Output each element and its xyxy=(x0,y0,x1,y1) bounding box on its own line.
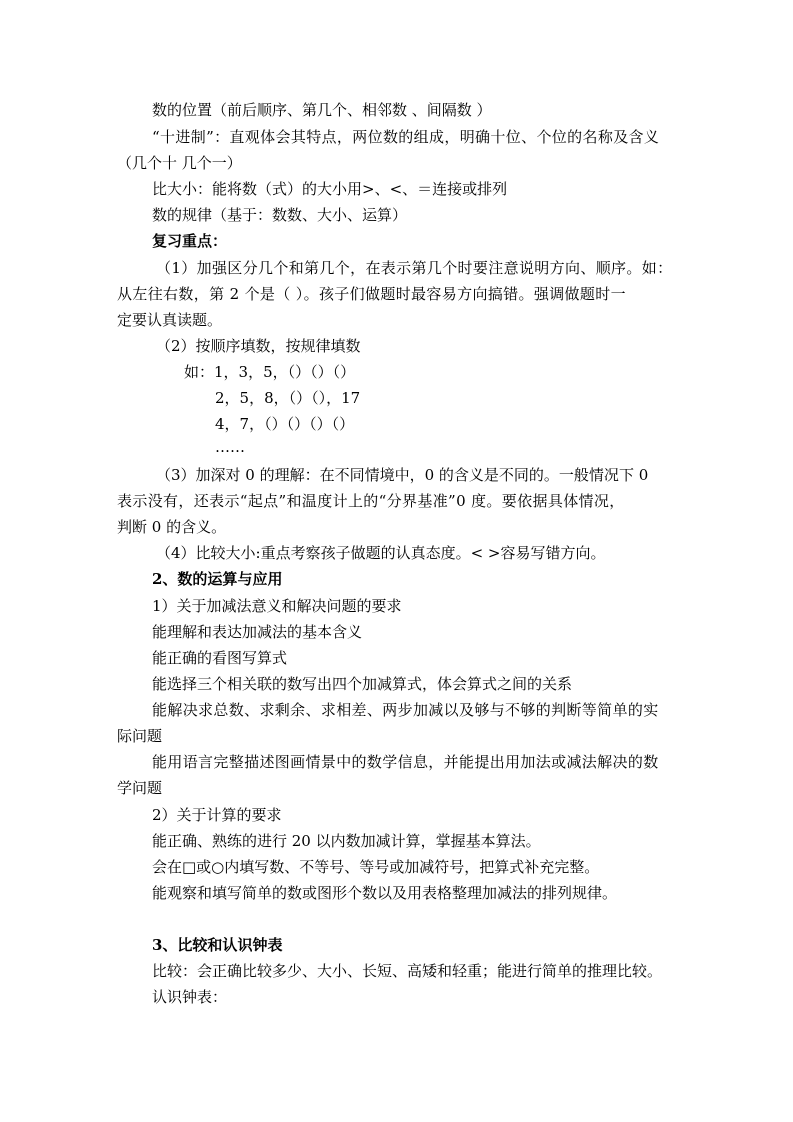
line-describe-info-1: 能用语言完整描述图画情景中的数学信息，并能提出用加法或减法解决的数 xyxy=(152,753,659,771)
line-calc-within-20: 能正确、熟练的进行 20 以内数加减计算，掌握基本算法。 xyxy=(152,832,541,850)
section-3-heading: 3、比较和认识钟表 xyxy=(152,936,283,954)
line-number-patterns: 数的规律（基于：数数、大小、运算） xyxy=(152,206,408,224)
sequence-ellipsis: …… xyxy=(215,438,245,456)
review-focus-heading: 复习重点： xyxy=(152,232,228,250)
line-observe-patterns: 能观察和填写简单的数或图形个数以及用表格整理加减法的排列规律。 xyxy=(152,884,618,902)
line-four-equations: 能选择三个相关联的数写出四个加减算式，体会算式之间的关系 xyxy=(152,675,573,693)
focus-item-4: （4）比较大小:重点考察孩子做题的认真态度。< >容易写错方向。 xyxy=(156,544,606,562)
line-recognize-clock: 认识钟表： xyxy=(152,988,228,1006)
line-number-position: 数的位置（前后顺序、第几个、相邻数 、间隔数 ） xyxy=(152,101,492,119)
line-decimal-system: “十进制”：直观体会其特点，两位数的组成，明确十位、个位的名称及含义 xyxy=(152,128,660,146)
sequence-example-1: 如：1，3，5，（）（）（） xyxy=(184,363,356,381)
line-picture-equations: 能正确的看图写算式 xyxy=(152,649,288,667)
line-comparison: 比较：会正确比较多少、大小、长短、高矮和轻重；能进行简单的推理比较。 xyxy=(152,962,663,980)
subsection-1-heading: 1）关于加减法意义和解决问题的要求 xyxy=(152,597,402,615)
line-fill-symbols: 会在□或○内填写数、不等号、等号或加减符号，把算式补充完整。 xyxy=(152,858,600,876)
line-describe-info-2: 学问题 xyxy=(117,779,163,797)
focus-item-1-line-2: 从左往右数，第 2 个是（ ）。孩子们做题时最容易方向搞错。强调做题时一 xyxy=(117,285,626,303)
line-tens-ones: （几个十 几个一） xyxy=(117,154,242,172)
focus-item-1-line-3: 定要认真读题。 xyxy=(117,311,223,329)
line-addition-meaning: 能理解和表达加减法的基本含义 xyxy=(152,623,363,641)
focus-item-2: （2）按顺序填数，按规律填数 xyxy=(156,337,361,355)
subsection-2-heading: 2）关于计算的要求 xyxy=(152,806,282,824)
focus-item-3-line-3: 判断 0 的含义。 xyxy=(117,518,227,536)
line-solve-problems-2: 际问题 xyxy=(117,727,163,745)
sequence-example-3: 4，7，（）（）（）（） xyxy=(215,415,355,433)
focus-item-3-line-1: （3）加深对 0 的理解：在不同情境中，0 的含义是不同的。一般情况下 0 xyxy=(156,466,649,484)
focus-item-3-line-2: 表示没有，还表示“起点”和温度计上的“分界基准”0 度。要依据具体情况， xyxy=(117,492,625,510)
focus-item-1-line-1: （1）加强区分几个和第几个，在表示第几个时要注意说明方向、顺序。如： xyxy=(156,259,673,277)
section-2-heading: 2、数的运算与应用 xyxy=(152,570,283,588)
line-solve-problems-1: 能解决求总数、求剩余、求相差、两步加减以及够与不够的判断等简单的实 xyxy=(152,701,659,719)
line-compare-size: 比大小：能将数（式）的大小用>、<、＝连接或排列 xyxy=(152,180,508,198)
sequence-example-2: 2，5，8，（）（），17 xyxy=(215,389,361,407)
